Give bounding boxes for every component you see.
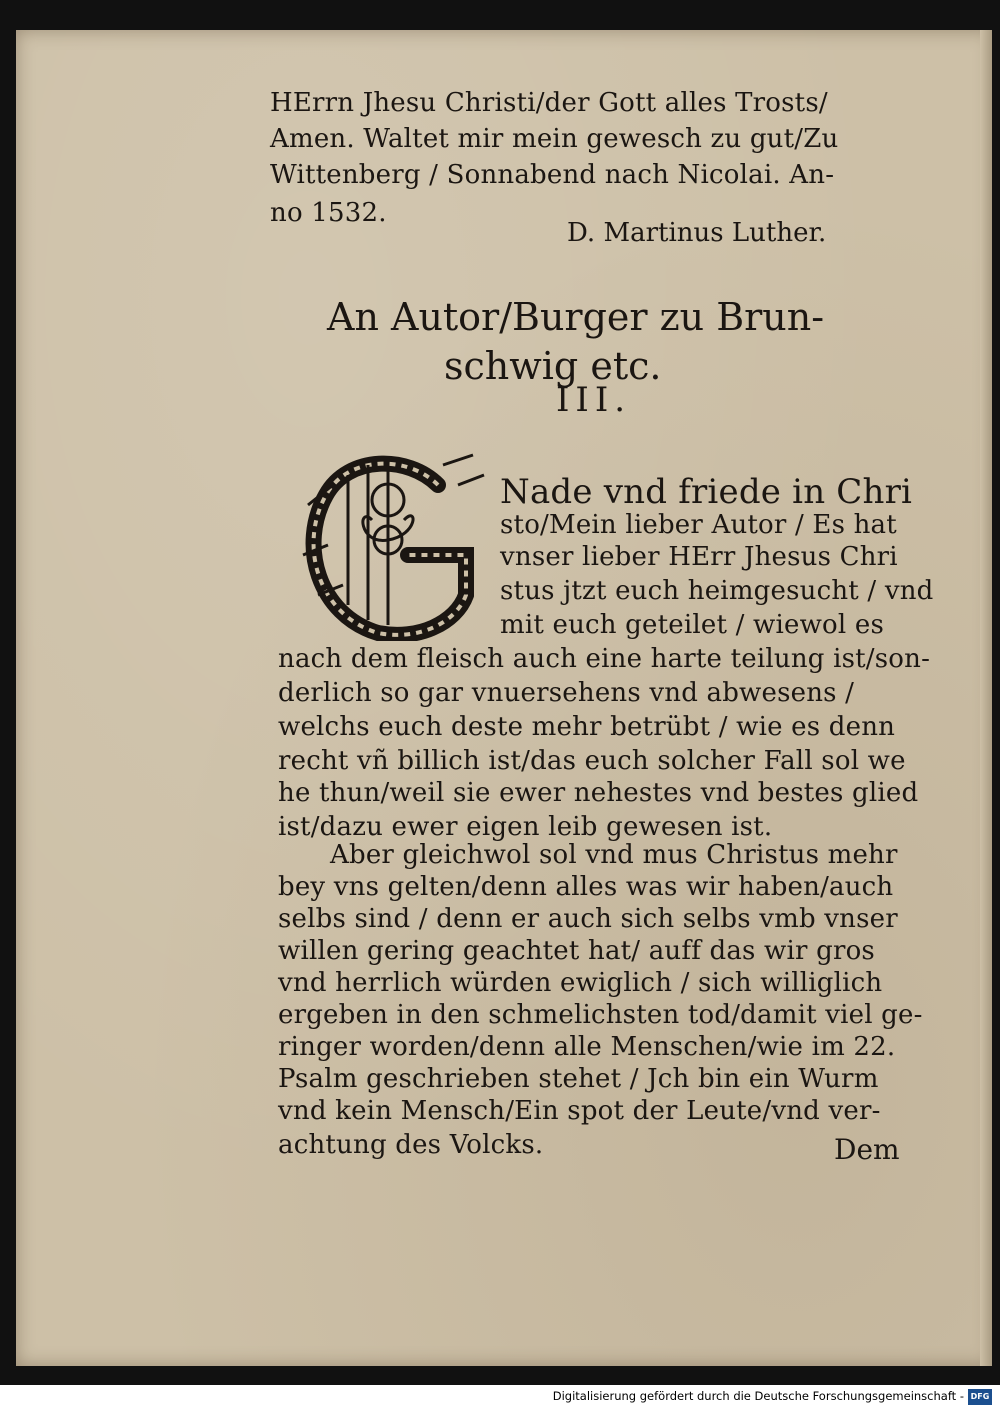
letter-heading-continued: schwig etc. <box>444 344 662 388</box>
text-line: Amen. Waltet mir mein gewesch zu gut/Zu <box>270 124 839 154</box>
footer-credit: Digitalisierung gefördert durch die Deutsche Forschungsgemeinschaft - <box>552 1389 964 1403</box>
letter-number: III. <box>556 380 632 420</box>
text-line: Psalm geschrieben stehet / Jch bin ein Wurm <box>278 1064 879 1094</box>
text-line: derlich so gar vnuersehens vnd abwesens / <box>278 678 855 708</box>
catchword: Dem <box>834 1133 900 1166</box>
text-line: welchs euch deste mehr betrübt / wie es denn <box>278 712 896 742</box>
page-edge <box>980 30 992 1366</box>
text-line: sto/Mein lieber Autor / Es hat <box>500 510 897 540</box>
text-line: nach dem fleisch auch eine harte teilung ist/son- <box>278 644 931 674</box>
decorated-initial-icon <box>288 445 486 641</box>
text-line: ergeben in den schmelichsten tod/damit viel ge- <box>278 1000 923 1030</box>
text-line: Nade vnd friede in Chri <box>500 472 913 512</box>
text-line: recht vñ billich ist/das euch solcher Fall sol we <box>278 746 906 776</box>
letter-heading: An Autor/Burger zu Brun- <box>327 295 825 339</box>
text-line: he thun/weil sie ewer nehestes vnd bestes glied <box>278 778 919 808</box>
text-line: bey vns gelten/denn alles was wir haben/auch <box>278 872 894 902</box>
text-line: Wittenberg / Sonnabend nach Nicolai. An- <box>270 160 835 190</box>
dfg-logo-icon: DFG <box>968 1389 992 1405</box>
signature: D. Martinus Luther. <box>567 218 827 248</box>
text-line: ringer worden/denn alle Menschen/wie im 22. <box>278 1032 896 1062</box>
text-line: mit euch geteilet / wiewol es <box>500 610 884 640</box>
text-line: stus jtzt euch heimgesucht / vnd <box>500 576 934 606</box>
text-line: no 1532. <box>270 198 387 228</box>
text-line: Aber gleichwol sol vnd mus Christus mehr <box>330 840 898 870</box>
text-line: ist/dazu ewer eigen leib gewesen ist. <box>278 812 773 842</box>
text-line: HErrn Jhesu Christi/der Gott alles Trosts/ <box>270 88 828 118</box>
text-line: selbs sind / denn er auch sich selbs vmb vnser <box>278 904 898 934</box>
footer-bar <box>0 1385 1000 1410</box>
text-line: vnd herrlich würden ewiglich / sich williglich <box>278 968 883 998</box>
text-line: vnser lieber HErr Jhesus Chri <box>500 542 898 572</box>
text-line: achtung des Volcks. <box>278 1130 544 1160</box>
text-line: willen gering geachtet hat/ auff das wir gros <box>278 936 875 966</box>
text-line: vnd kein Mensch/Ein spot der Leute/vnd ver- <box>278 1096 881 1126</box>
